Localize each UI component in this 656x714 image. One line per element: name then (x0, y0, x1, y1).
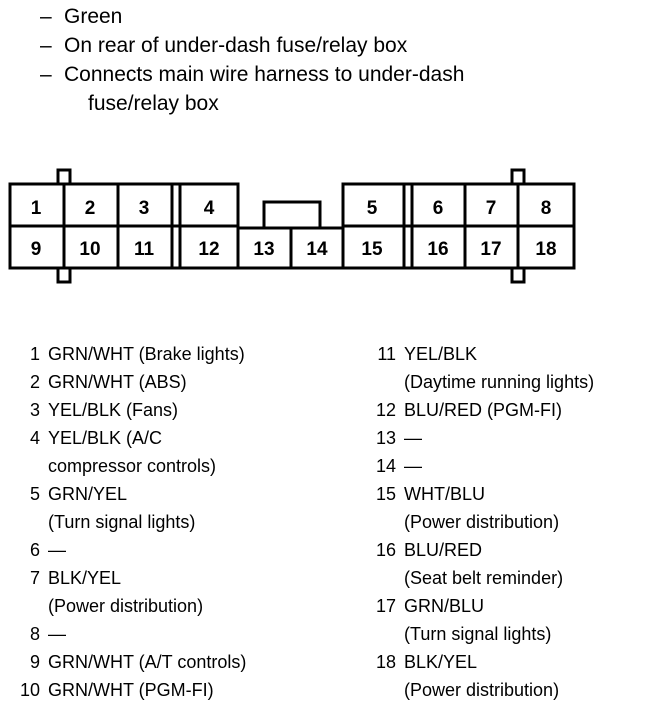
pin-number: 10 (19, 680, 40, 700)
pin-label: 3 (138, 198, 150, 219)
pin-description (404, 648, 559, 704)
pin-entry (364, 396, 594, 424)
wire-color: BLK/YEL (48, 568, 122, 588)
pin-label: 2 (84, 198, 96, 219)
pin-list-left (10, 340, 246, 704)
wire-color: GRN/YEL (48, 484, 128, 504)
pin-label: 10 (79, 239, 101, 260)
pin-label: 8 (540, 198, 552, 219)
wire-color: — (48, 624, 66, 644)
pin-label: 11 (133, 239, 155, 260)
pin-number: 4 (29, 428, 40, 448)
wire-color: GRN/WHT (ABS) (48, 372, 187, 392)
pin-entry (10, 648, 246, 676)
circuit-function: (Turn signal lights) (404, 624, 552, 644)
pin-number: 8 (29, 624, 40, 644)
pin-description (48, 676, 214, 704)
pin-number: 16 (375, 540, 396, 560)
pin-description (48, 396, 178, 424)
pin-number: 15 (375, 484, 396, 504)
pin-entry (10, 424, 246, 480)
pin-description (404, 424, 422, 452)
pin-number: 17 (375, 596, 396, 616)
pin-number: 12 (375, 400, 396, 420)
pin-description (48, 424, 216, 480)
pin-label: 18 (535, 239, 557, 260)
pin-label: 15 (361, 239, 383, 260)
wire-color: BLU/RED (PGM-FI) (404, 400, 563, 420)
circuit-function: (Turn signal lights) (48, 512, 196, 532)
pin-label: 14 (306, 239, 328, 260)
wire-color: — (404, 456, 422, 476)
pin-entry (10, 564, 246, 620)
pin-description (48, 564, 203, 620)
pin-number: 6 (29, 540, 40, 560)
pin-label: 9 (30, 239, 42, 260)
center-key (264, 202, 320, 228)
latch-tab-left-bottom (58, 268, 70, 282)
pin-number: 9 (29, 652, 40, 672)
circuit-function: (Daytime running lights) (404, 372, 595, 392)
pin-entry (10, 340, 246, 368)
connector-diagram (0, 160, 656, 295)
circuit-function: (Power distribution) (48, 596, 204, 616)
pin-entry (364, 424, 594, 452)
pin-number: 5 (29, 484, 40, 504)
pin-entry (364, 480, 594, 536)
circuit-function: (Power distribution) (404, 512, 560, 532)
wire-color: GRN/WHT (A/T controls) (48, 652, 247, 672)
pin-label: 6 (432, 198, 444, 219)
circuit-function: (Seat belt reminder) (404, 568, 564, 588)
pin-label: 7 (485, 198, 497, 219)
wire-color: — (404, 428, 422, 448)
wire-color: BLK/YEL (404, 652, 478, 672)
pin-number: 11 (377, 344, 396, 364)
pin-number: 14 (375, 456, 396, 476)
pin-entry (364, 340, 594, 396)
description-line (40, 31, 464, 60)
pin-description (48, 620, 66, 648)
pin-description (48, 340, 245, 368)
wire-color: YEL/BLK (404, 344, 478, 364)
wire-color: YEL/BLK (Fans) (48, 400, 179, 420)
pin-label: 1 (30, 198, 42, 219)
description-line (40, 2, 464, 31)
latch-tab-right-bottom (512, 268, 524, 282)
pin-number: 3 (29, 400, 40, 420)
latch-tab-left (58, 170, 70, 184)
wire-color: YEL/BLK (A/C (48, 428, 163, 448)
pin-description (48, 536, 66, 564)
description-text: fuse/relay box (88, 92, 219, 115)
pin-number: 2 (29, 372, 40, 392)
wire-color: GRN/BLU (404, 596, 485, 616)
pin-label: 12 (198, 239, 220, 260)
pin-label: 17 (480, 239, 502, 260)
pin-description (48, 648, 246, 676)
pin-entry (10, 396, 246, 424)
pin-number: 13 (375, 428, 396, 448)
pin-entry (364, 648, 594, 704)
pin-number: 18 (375, 652, 396, 672)
pin-description (404, 340, 594, 396)
pin-description (404, 592, 551, 648)
description-text: On rear of under-dash fuse/relay box (64, 34, 408, 57)
pin-description (404, 536, 563, 592)
pin-entry (10, 676, 246, 704)
pin-description (404, 480, 559, 536)
pin-label: 4 (203, 198, 215, 219)
wire-color: — (48, 540, 66, 560)
pin-description (48, 480, 195, 536)
connector-description (40, 2, 464, 118)
pin-label: 13 (253, 239, 275, 260)
pin-number: 1 (29, 344, 40, 364)
description-line (40, 60, 464, 89)
pin-entry (10, 620, 246, 648)
pin-label: 5 (366, 198, 378, 219)
description-text: Green (64, 5, 123, 28)
wire-color: BLU/RED (404, 540, 483, 560)
bullet-dash: – (40, 34, 52, 57)
pin-list-right (364, 340, 594, 704)
bullet-dash: – (40, 63, 52, 86)
pin-entry (364, 592, 594, 648)
pin-entry (10, 536, 246, 564)
pin-description (404, 452, 422, 480)
pin-label: 16 (427, 239, 449, 260)
latch-tab-right (512, 170, 524, 184)
wire-color: GRN/WHT (Brake lights) (48, 344, 245, 364)
description-text: Connects main wire harness to under-dash (64, 63, 465, 86)
pin-number: 7 (29, 568, 40, 588)
pin-description (48, 368, 187, 396)
pin-entry (364, 536, 594, 592)
pin-entry (10, 368, 246, 396)
pin-entry (10, 480, 246, 536)
wire-color: WHT/BLU (404, 484, 485, 504)
wire-color: GRN/WHT (PGM-FI) (48, 680, 214, 700)
bullet-dash: – (40, 5, 52, 28)
circuit-function: compressor controls) (48, 456, 217, 476)
description-line (40, 89, 464, 118)
circuit-function: (Power distribution) (404, 680, 560, 700)
pin-description (404, 396, 562, 424)
pin-entry (364, 452, 594, 480)
